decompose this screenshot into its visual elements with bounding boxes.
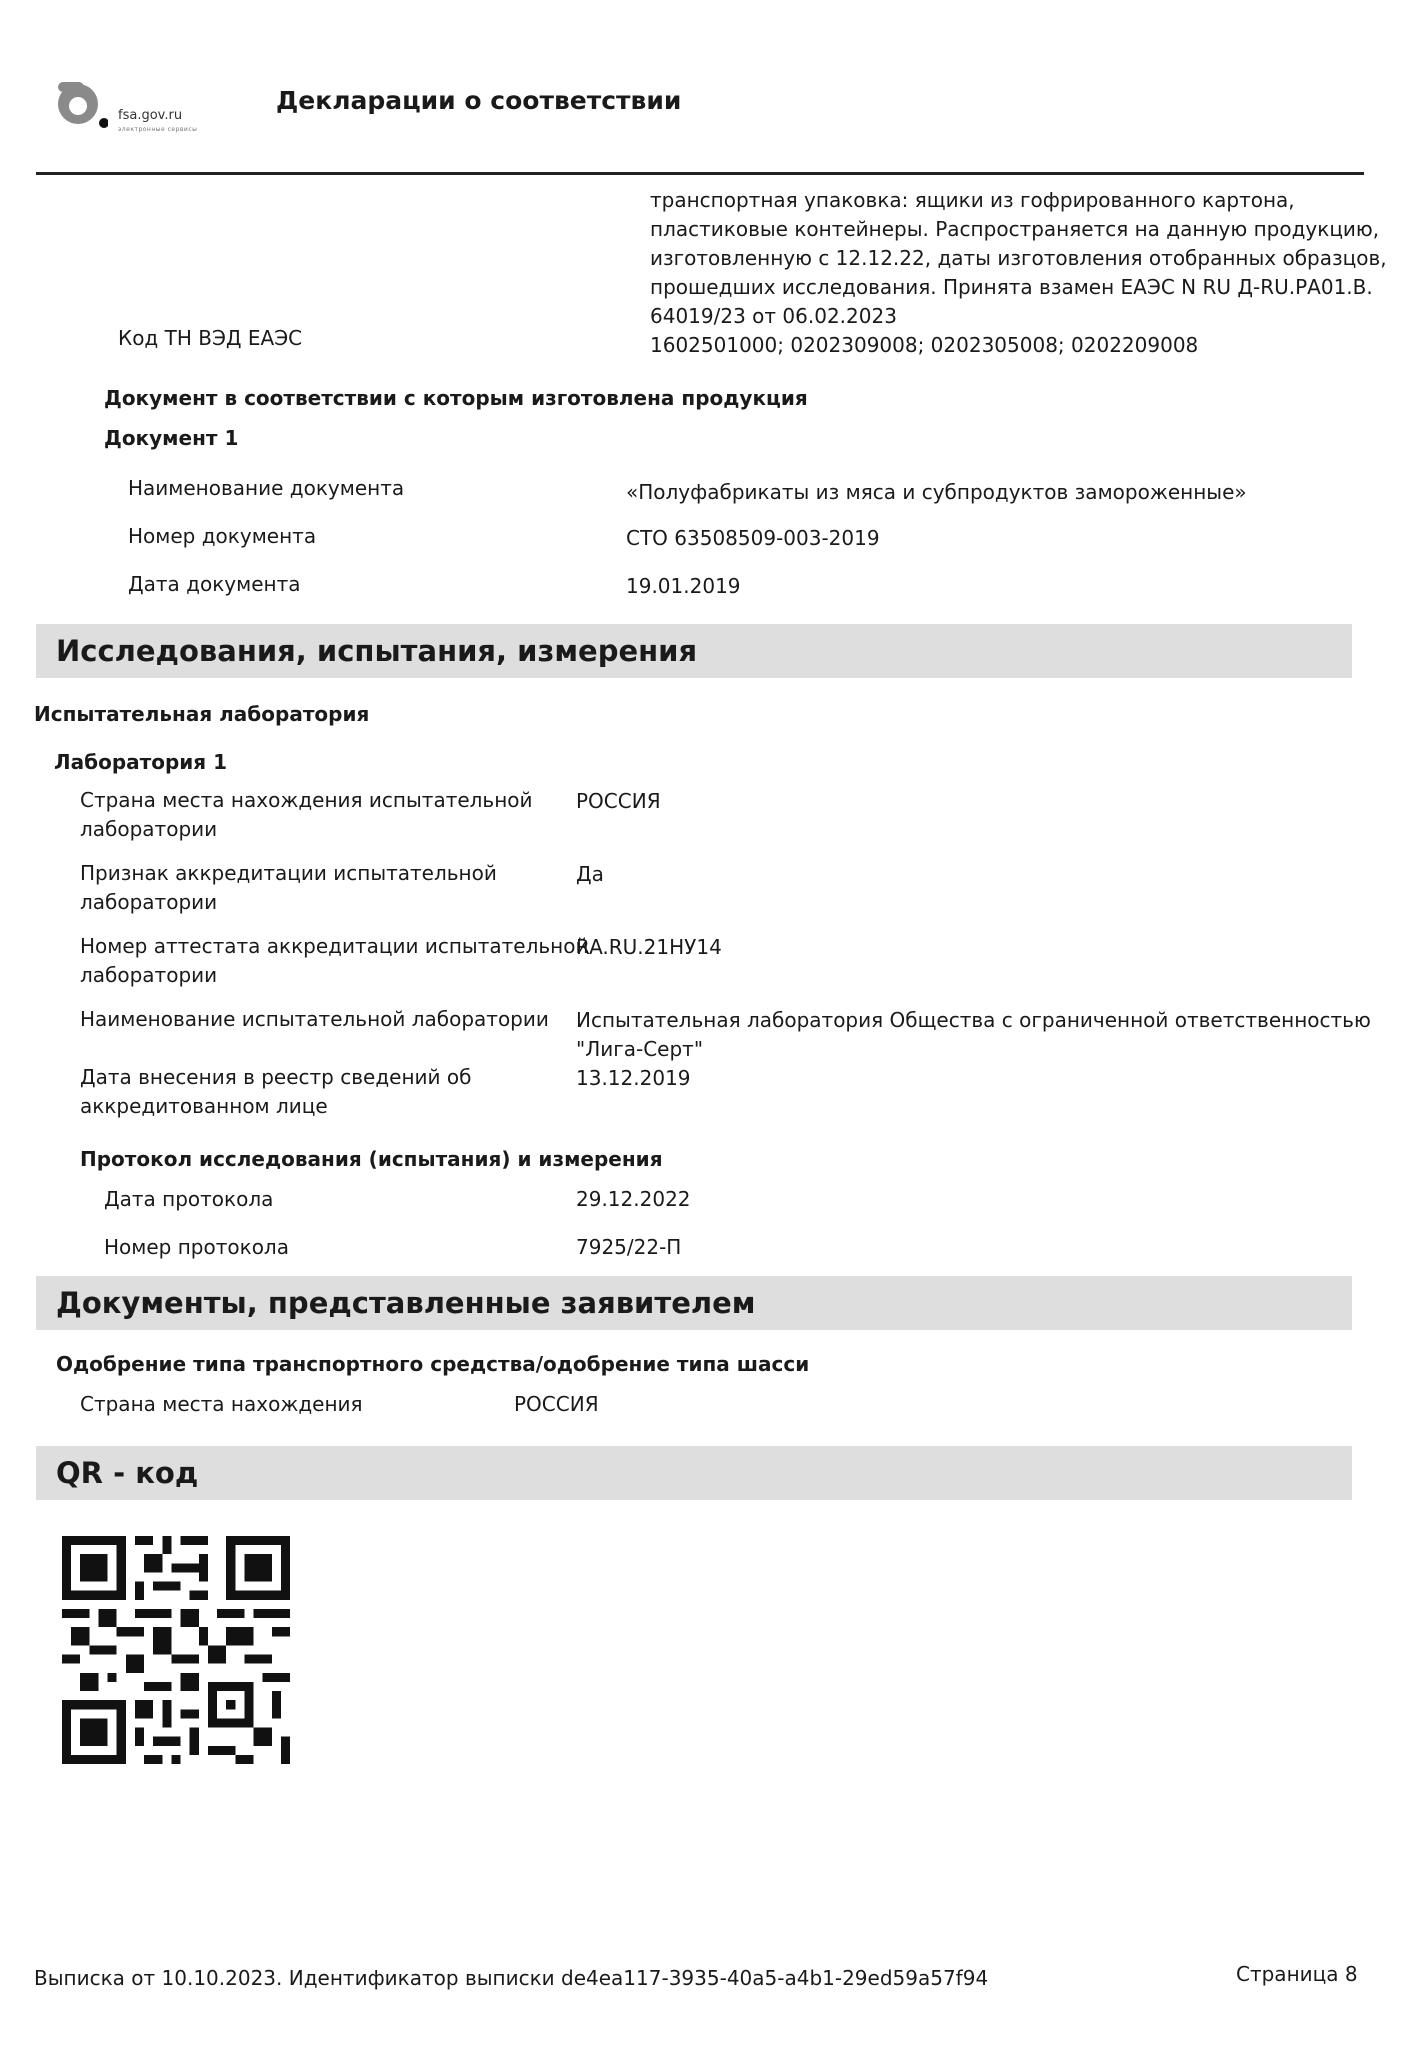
lab-accreditation-label-2: лаборатории xyxy=(80,890,218,914)
tnved-label: Код ТН ВЭД ЕАЭС xyxy=(118,326,303,350)
page-title: Декларации о соответствии xyxy=(276,86,682,115)
lab-heading: Испытательная лаборатория xyxy=(34,702,370,726)
lab-1-title: Лаборатория 1 xyxy=(54,750,228,774)
lab-country-label-2: лаборатории xyxy=(80,817,218,841)
footer-page-number: Страница 8 xyxy=(1236,1962,1358,1986)
fsa-logo-icon xyxy=(52,74,108,130)
logo-site: fsa.gov.ru xyxy=(118,108,183,123)
lab-name-label: Наименование испытательной лаборатории xyxy=(80,1007,549,1031)
protocol-heading: Протокол исследования (испытания) и измерения xyxy=(80,1147,663,1171)
qr-code-icon xyxy=(62,1536,290,1764)
doc-number-value: СТО 63508509-003-2019 xyxy=(626,526,880,550)
packaging-line-3: изготовленную с 12.12.22, даты изготовления отобранных образцов, xyxy=(650,246,1387,270)
tnved-value: 1602501000; 0202309008; 0202305008; 0202209008 xyxy=(650,333,1199,357)
lab-country-value: РОССИЯ xyxy=(576,789,661,813)
qr-section-header: QR - код xyxy=(36,1446,1352,1500)
doc-name-label: Наименование документа xyxy=(128,476,405,500)
logo-subtitle: электронные сервисы xyxy=(118,126,198,133)
lab-accreditation-value: Да xyxy=(576,862,604,886)
document-1-title: Документ 1 xyxy=(104,426,239,450)
doc-number-label: Номер документа xyxy=(128,524,317,548)
lab-certificate-label-2: лаборатории xyxy=(80,963,218,987)
doc-date-value: 19.01.2019 xyxy=(626,574,741,598)
doc-name-value: «Полуфабрикаты из мяса и субпродуктов замороженные» xyxy=(626,480,1247,504)
applicant-country-value: РОССИЯ xyxy=(514,1392,599,1416)
document-heading: Документ в соответствии с которым изготовлена продукция xyxy=(104,386,808,410)
lab-name-value-2: "Лига-Серт" xyxy=(576,1037,704,1061)
vehicle-approval-heading: Одобрение типа транспортного средства/одобрение типа шасси xyxy=(56,1352,810,1376)
research-section-header: Исследования, испытания, измерения xyxy=(36,624,1352,678)
lab-accreditation-label-1: Признак аккредитации испытательной xyxy=(80,861,497,885)
lab-registry-label-1: Дата внесения в реестр сведений об xyxy=(80,1065,472,1089)
lab-country-label-1: Страна места нахождения испытательной xyxy=(80,788,533,812)
packaging-line-4: прошедших исследования. Принята взамен ЕАЭС N RU Д-RU.РА01.В. xyxy=(650,275,1373,299)
lab-certificate-label-1: Номер аттестата аккредитации испытательной xyxy=(80,934,589,958)
packaging-line-5: 64019/23 от 06.02.2023 xyxy=(650,304,897,328)
header-divider xyxy=(36,172,1364,175)
lab-name-value-1: Испытательная лаборатория Общества с ограниченной ответственностью xyxy=(576,1008,1371,1032)
doc-date-label: Дата документа xyxy=(128,572,301,596)
footer-extract: Выписка от 10.10.2023. Идентификатор выписки de4ea117-3935-40a5-a4b1-29ed59a57f94 xyxy=(34,1966,989,1990)
packaging-line-2: пластиковые контейнеры. Распространяется на данную продукцию, xyxy=(650,217,1380,241)
lab-certificate-value: RA.RU.21НУ14 xyxy=(576,935,722,959)
applicant-country-label: Страна места нахождения xyxy=(80,1392,363,1416)
protocol-date-value: 29.12.2022 xyxy=(576,1187,691,1211)
fsa-logo xyxy=(52,74,222,140)
packaging-line-1: транспортная упаковка: ящики из гофрированного картона, xyxy=(650,188,1295,212)
lab-registry-label-2: аккредитованном лице xyxy=(80,1094,328,1118)
protocol-date-label: Дата протокола xyxy=(104,1187,274,1211)
lab-registry-value: 13.12.2019 xyxy=(576,1066,691,1090)
applicant-docs-section-header: Документы, представленные заявителем xyxy=(36,1276,1352,1330)
protocol-number-value: 7925/22-П xyxy=(576,1235,682,1259)
protocol-number-label: Номер протокола xyxy=(104,1235,289,1259)
